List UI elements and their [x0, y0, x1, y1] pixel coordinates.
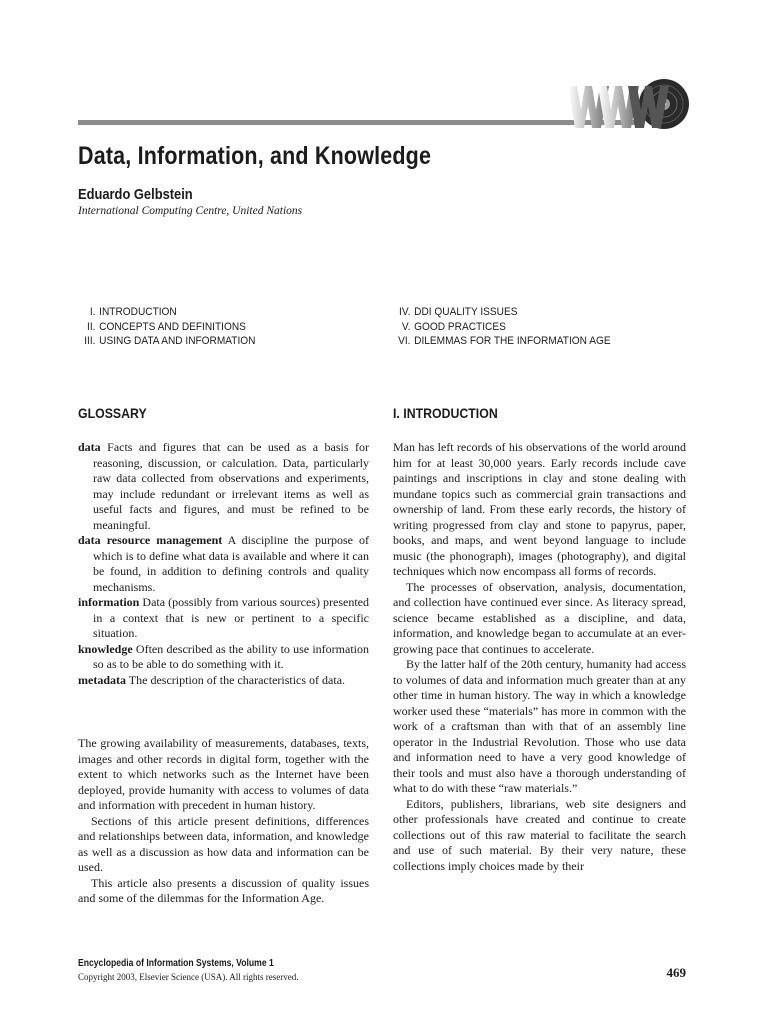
glossary-heading: GLOSSARY	[78, 405, 147, 421]
copyright-notice: Copyright 2003, Elsevier Science (USA). All rights reserved.	[78, 972, 299, 982]
glossary-entry: data Facts and figures that can be used as a basis for reasoning, discussion, or calculation. Data, particularly raw data collected from observations and experiments, may include redundant or irrelevant items as well as useful facts and figures, and must be refined to be meaningful.	[78, 440, 370, 532]
article-title: Data, Information, and Knowledge	[78, 142, 432, 170]
page-number: 469	[666, 965, 686, 980]
toc-item: V. GOOD PRACTICES	[401, 320, 506, 333]
introduction-text	[393, 440, 686, 874]
toc-item: I. INTRODUCTION	[89, 306, 177, 318]
introduction-heading: I. INTRODUCTION	[393, 405, 498, 421]
www-disc-logo-icon	[568, 76, 692, 132]
introduction-paragraph: Editors, publishers, librarians, web site designers and other professionals have created and continue to create collections out of this raw material to facilitate the search and use of such material. By their very nature, these collections imply choices made by their	[393, 796, 686, 873]
toc-left-column	[78, 305, 378, 349]
glossary-list	[78, 440, 369, 688]
toc-right-column	[393, 305, 693, 349]
abstract-paragraph: The growing availability of measurements, databases, texts, images and other records in digital form, together with the extent to which networks such as the Internet have been deployed, provide humanity with access to volumes of data and information with precedent in human history.	[78, 736, 369, 812]
toc-item: III. USING DATA AND INFORMATION	[84, 335, 256, 347]
author-affiliation: International Computing Centre, United Nations	[78, 205, 303, 217]
abstract-paragraph: Sections of this article present definitions, differences and relationships between data, information, and knowledge as well as a discussion as how data and information can be used.	[78, 813, 369, 874]
publication-title: Encyclopedia of Information Systems, Volume 1	[78, 958, 274, 969]
toc-item: VI. DILEMMAS FOR THE INFORMATION AGE	[398, 335, 611, 347]
toc-item: II. CONCEPTS AND DEFINITIONS	[87, 320, 246, 333]
glossary-entry: information Data (possibly from various sources) presented in a context that is new or pertinent to a specific situation.	[78, 595, 369, 640]
toc-item: IV. DDI QUALITY ISSUES	[399, 306, 518, 318]
abstract-text	[78, 736, 369, 907]
header-rule	[78, 120, 638, 125]
glossary-entry: metadata The description of the characteristics of data.	[78, 672, 346, 687]
introduction-paragraph: By the latter half of the 20th century, humanity had access to volumes of data and information much greater than at any other time in human history. The way in which a knowledge worker used these “materials” has more in common with the work of a craftsman than with that of an assembly line operator in the Industrial Revolution. Those who use data and information need to have a very good knowledge of their tools and must also have a thorough understanding of what to do with these “raw materials.”	[393, 657, 686, 795]
glossary-entry: knowledge Often described as the ability to use information so as to be able to do something with it.	[78, 641, 369, 671]
author-name: Eduardo Gelbstein	[78, 186, 193, 203]
introduction-paragraph: The processes of observation, analysis, documentation, and collection have continued ever since. As literacy spread, science became established as a discipline, and data, information, and knowledge began to accumulate at an ever-growing pace that continues to accelerate.	[393, 579, 686, 656]
introduction-paragraph: Man has left records of his observations of the world around him for at least 30,000 years. Early records include cave paintings and inscriptions in clay and stone dealing with mundane topics such as commercial grain transactions and ownership of land. From these early records, the history of writing progressed from clay and stone to papyrus, paper, books, and maps, and went beyond language to include music (the phonograph), images (photography), and digital techniques which now encompass all forms of records.	[393, 440, 686, 578]
glossary-entry: data resource management A discipline the purpose of which is to define what data is available and where it can be found, in addition to defining controls and quality mechanisms.	[78, 533, 370, 594]
abstract-paragraph: This article also presents a discussion of quality issues and some of the dilemmas for the Information Age.	[78, 875, 369, 905]
